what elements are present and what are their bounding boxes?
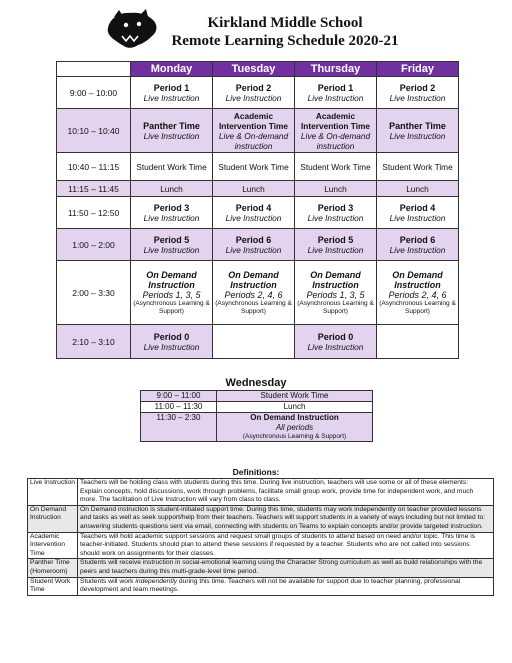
cell-sub: All periods: [275, 423, 314, 432]
table-row: [141, 413, 373, 442]
cell-title: On Demand Instruction: [146, 269, 197, 290]
definition-text: [78, 577, 494, 595]
cell-sub: Live Instruction: [143, 244, 200, 255]
cell-title: On Demand Instruction: [310, 269, 361, 290]
cell-title: Period 2: [399, 82, 436, 93]
schedule-cell: Lunch: [131, 181, 213, 197]
cell-sub: Live Instruction: [307, 212, 364, 223]
cell-title: Period 1: [153, 82, 190, 93]
table-row: [57, 229, 459, 261]
cell-note: (Asynchronous Learning & Support): [379, 299, 456, 315]
time-cell: 11:30 – 2:30: [141, 413, 217, 442]
cell-sub: Live Instruction: [389, 130, 446, 141]
cell-sub: Live Instruction: [143, 212, 200, 223]
cell-title: Period 2: [235, 82, 272, 93]
day-friday: Friday: [377, 62, 459, 77]
schedule-cell: [131, 77, 213, 109]
schedule-cell: [213, 229, 295, 261]
definition-row: [28, 532, 494, 559]
time-cell: 9:00 – 10:00: [57, 77, 131, 109]
schedule-cell: Lunch: [377, 181, 459, 197]
schedule-cell: [295, 197, 377, 229]
cell-title: On Demand Instruction: [392, 269, 443, 290]
schedule-title: Remote Learning Schedule 2020-21: [171, 33, 399, 49]
definition-text: On Demand instruction is student-initiated support time. During this time, students may work independently on teacher provided lessons and tasks as well as seek support/help from their teachers. Teachers will support students in a variety of ways including but not limited to: answering students questions sent via email, connecting with students on Teams to explain concepts and/or provide targeted instruction.: [78, 505, 494, 532]
day-tuesday: Tuesday: [213, 62, 295, 77]
cell-sub: Live Instruction: [307, 244, 364, 255]
schedule-cell: [295, 229, 377, 261]
definitions-title: Definitions:: [232, 467, 280, 477]
schedule-cell: [131, 197, 213, 229]
cell-note: (Asynchronous Learning & Support): [215, 299, 292, 315]
cell-title: On Demand Instruction: [228, 269, 279, 290]
cell-title: Panther Time: [143, 120, 200, 131]
cell-sub: Live Instruction: [143, 92, 200, 103]
schedule-cell: [213, 77, 295, 109]
cell-title: Academic Intervention Time: [300, 110, 370, 131]
cell-sub: Live & On-demand instruction: [218, 130, 289, 151]
cell-title: Period 1: [317, 82, 354, 93]
cell-sub: Live Instruction: [225, 212, 282, 223]
schedule-cell: [131, 229, 213, 261]
time-cell: 2:00 – 3:30: [57, 261, 131, 325]
schedule-cell: [131, 325, 213, 359]
definition-row: [28, 505, 494, 532]
cell-sub: Periods 1, 3, 5: [142, 289, 201, 300]
wednesday-title: Wednesday: [225, 377, 287, 389]
table-row: [57, 181, 459, 197]
time-cell: 10:40 – 11:15: [57, 153, 131, 181]
time-cell: 9:00 – 11:00: [141, 391, 217, 402]
day-monday: Monday: [131, 62, 213, 77]
cell-title: Period 6: [235, 234, 272, 245]
definition-text-pre: Students will work: [80, 577, 136, 585]
schedule-cell: Student Work Time: [295, 153, 377, 181]
schedule-cell: [131, 109, 213, 153]
table-row: [57, 197, 459, 229]
cell-sub: Live Instruction: [389, 244, 446, 255]
cell-sub: Live Instruction: [307, 92, 364, 103]
cell-note: (Asynchronous Learning & Support): [242, 433, 347, 440]
cell-sub: Live Instruction: [143, 341, 200, 352]
cell-sub: Live Instruction: [143, 130, 200, 141]
cell-title: Period 3: [317, 202, 354, 213]
time-cell: 11:15 – 11:45: [57, 181, 131, 197]
schedule-cell: [213, 197, 295, 229]
cell-title: Period 4: [399, 202, 436, 213]
cell-title: Panther Time: [389, 120, 446, 131]
cell-sub: Live Instruction: [389, 92, 446, 103]
table-row: [141, 391, 373, 402]
empty-cell: [377, 325, 459, 359]
schedule-cell: [295, 325, 377, 359]
cell-sub: Periods 2, 4, 6: [224, 289, 283, 300]
schedule-cell: Student Work Time: [213, 153, 295, 181]
time-cell: 1:00 – 2:00: [57, 229, 131, 261]
schedule-cell: Student Work Time: [377, 153, 459, 181]
schedule-cell: [295, 77, 377, 109]
cell-sub: Live Instruction: [225, 244, 282, 255]
schedule-cell: [377, 229, 459, 261]
cell-title: Period 5: [317, 234, 354, 245]
cell-title: On Demand Instruction: [250, 413, 339, 422]
schedule-cell: [295, 109, 377, 153]
definition-row: [28, 479, 494, 506]
empty-cell: [213, 325, 295, 359]
schedule-cell: [377, 77, 459, 109]
wednesday-table: [140, 390, 373, 442]
cell-sub: Live Instruction: [307, 341, 364, 352]
definition-row: [28, 577, 494, 595]
schedule-cell: [213, 109, 295, 153]
time-cell: 11:00 – 11:30: [141, 402, 217, 413]
schedule-cell: [131, 261, 213, 325]
definition-term: Academic Intervention Time: [28, 532, 78, 559]
definition-row: [28, 559, 494, 577]
schedule-cell: [377, 197, 459, 229]
schedule-cell: [377, 261, 459, 325]
cell-note: (Asynchronous Learning & Support): [133, 299, 210, 315]
weekly-schedule-table: [56, 61, 459, 359]
definition-text: Teachers will hold academic support sessions and request small groups of students to attend based on need and/or topic. This time is teacher-initiated. Students should plan to attend these sessions if requested by a teacher. Students who are not called into sessions should work on assignments for their classes.: [78, 532, 494, 559]
schedule-cell: Lunch: [295, 181, 377, 197]
definition-text-emphasis: independently: [135, 577, 178, 585]
cell-sub: Live & On-demand instruction: [300, 130, 371, 151]
schedule-cell: Student Work Time: [131, 153, 213, 181]
definitions-table: [27, 478, 494, 596]
cell-sub: Periods 2, 4, 6: [388, 289, 447, 300]
table-row: [57, 77, 459, 109]
time-cell: 10:10 – 10:40: [57, 109, 131, 153]
table-row: [57, 153, 459, 181]
table-row: [141, 402, 373, 413]
definition-term: Student Work Time: [28, 577, 78, 595]
school-name: Kirkland Middle School: [207, 15, 363, 31]
cell-sub: Live Instruction: [225, 92, 282, 103]
schedule-cell: [295, 261, 377, 325]
definition-term: Live Instruction: [28, 479, 78, 506]
time-cell: 11:50 – 12:50: [57, 197, 131, 229]
day-thursday: Thursday: [295, 62, 377, 77]
header-row: [57, 62, 459, 77]
schedule-cell: [213, 261, 295, 325]
cell-title: Academic Intervention Time: [218, 110, 288, 131]
cell-title: Period 4: [235, 202, 272, 213]
schedule-cell: [377, 109, 459, 153]
schedule-cell: Lunch: [213, 181, 295, 197]
cell-sub: Live Instruction: [389, 212, 446, 223]
definition-text: Teachers will be holding class with students during this time. During live instruction, teachers will use some or all of these elements: Explain concepts, hold discussions, work through problems, facilitate small group work, provide time for independent work, and much more. The facilitation of Live Instruction will vary from class to class.: [78, 479, 494, 506]
table-row: [57, 261, 459, 325]
definition-text-post: during this time. Teachers will not be available for support due to teacher planning, professional development and team meetings.: [80, 577, 461, 594]
table-row: [57, 109, 459, 153]
cell-sub: Periods 1, 3, 5: [306, 289, 365, 300]
cell-title: Period 5: [153, 234, 190, 245]
definition-term: Panther Time (Homeroom): [28, 559, 78, 577]
cell-title: Period 3: [153, 202, 190, 213]
schedule-cell: Student Work Time: [217, 391, 373, 402]
definition-term: On Demand Instruction: [28, 505, 78, 532]
definition-text: Students will receive instruction in social-emotional learning using the Character Strong curriculum as well as build relationships with the peers and teachers during this multi-grade-level time period.: [78, 559, 494, 577]
blank-corner: [57, 62, 131, 77]
schedule-cell: [217, 413, 373, 442]
cell-title: Period 0: [317, 331, 354, 342]
cell-title: Period 0: [153, 331, 190, 342]
schedule-cell: Lunch: [217, 402, 373, 413]
cell-title: Period 6: [399, 234, 436, 245]
time-cell: 2:10 – 3:10: [57, 325, 131, 359]
table-row: [57, 325, 459, 359]
cell-note: (Asynchronous Learning & Support): [297, 299, 374, 315]
